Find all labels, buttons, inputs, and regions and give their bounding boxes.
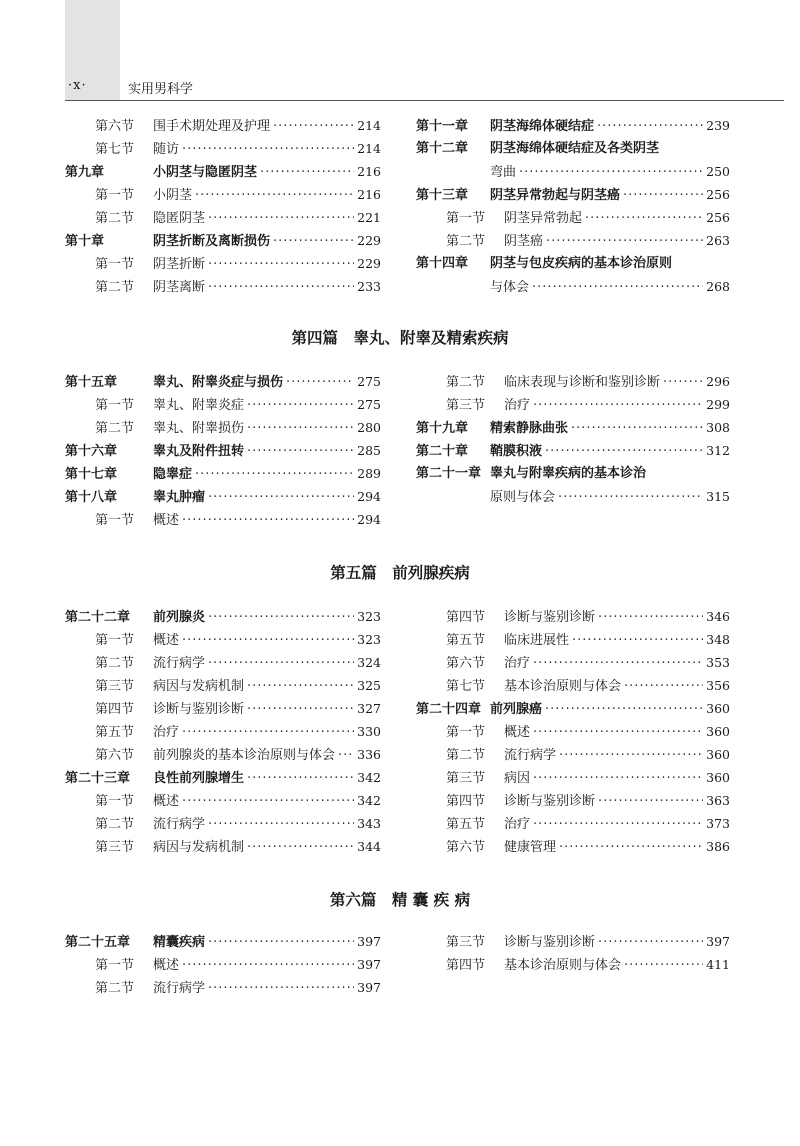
toc-section-entry[interactable] [416,229,730,252]
toc-title: 前列腺炎的基本诊治原则与体会 [153,748,336,763]
toc-entry-continuation[interactable] [416,275,730,298]
toc-number: 第七节 [446,679,486,694]
toc-page-number: 289 [357,466,381,481]
toc-title: 阴茎癌 [504,234,544,249]
toc-page-number: 373 [706,816,730,831]
toc-page-number: 342 [357,793,381,808]
toc-title: 概述 [504,725,531,740]
dot-leader [585,207,703,230]
toc-section-entry[interactable] [416,674,730,697]
toc-title: 阴茎海绵体硬结症 [490,119,595,134]
toc-chapter-entry[interactable] [65,605,381,628]
toc-page-number: 250 [706,164,730,179]
toc-title: 治疗 [153,725,180,740]
toc-page-number: 233 [357,279,381,294]
toc-number: 第五节 [95,725,135,740]
dot-leader [623,184,703,207]
toc-number: 第五节 [446,633,486,648]
dot-leader [597,115,703,138]
toc-title: 弯曲 [490,165,517,180]
toc-section-entry[interactable] [65,812,381,835]
toc-number: 第二十章 [416,444,469,459]
toc-number: 第二十二章 [65,610,131,625]
toc-title: 诊断与鉴别诊断 [153,702,245,717]
toc-number: 第十四章 [416,256,469,271]
toc-number: 第九章 [65,165,105,180]
toc-column [65,370,381,531]
toc-chapter-entry[interactable] [65,766,381,789]
dot-leader [624,954,703,977]
dot-leader [208,207,354,230]
toc-number: 第二节 [95,211,135,226]
toc-title: 良性前列腺增生 [153,771,245,786]
toc-page-number: 356 [706,678,730,693]
toc-section-entry[interactable] [65,674,381,697]
toc-column [416,930,730,976]
toc-page-number: 280 [357,420,381,435]
toc-title: 基本诊治原则与体会 [504,958,622,973]
toc-page-number: 216 [357,164,381,179]
toc-title: 概述 [153,513,180,528]
dot-leader [208,652,354,675]
toc-number: 第三节 [446,398,486,413]
toc-chapter-entry[interactable] [65,930,381,953]
toc-chapter-entry[interactable] [416,462,730,485]
toc-page-number: 323 [357,609,381,624]
toc-section-entry[interactable] [65,252,381,275]
toc-number: 第四节 [95,702,135,717]
toc-title: 流行病学 [153,981,206,996]
toc-page-number: 353 [706,655,730,670]
toc-chapter-entry[interactable] [416,416,730,439]
dot-leader [546,230,703,253]
toc-section-entry[interactable] [65,953,381,976]
toc-section-entry[interactable] [416,720,730,743]
toc-section-entry[interactable] [65,508,381,531]
toc-page-number: 327 [357,701,381,716]
toc-number: 第二节 [446,375,486,390]
toc-section-entry[interactable] [416,766,730,789]
toc-number: 第四节 [446,958,486,973]
toc-page-number: 342 [357,770,381,785]
dot-leader [208,606,354,629]
toc-number: 第一节 [95,513,135,528]
toc-section-entry[interactable] [65,114,381,137]
toc-title: 流行病学 [153,817,206,832]
toc-number: 第一节 [95,958,135,973]
dot-leader [558,486,703,509]
toc-title: 隐睾症 [153,467,193,482]
toc-title: 隐匿阴茎 [153,211,206,226]
toc-section-entry[interactable] [65,137,381,160]
dot-leader [533,652,703,675]
toc-chapter-entry[interactable] [65,439,381,462]
toc-section-entry[interactable] [65,416,381,439]
toc-number: 第十一章 [416,119,469,134]
dot-leader [533,767,703,790]
toc-number: 第二节 [95,280,135,295]
toc-page-number: 294 [357,489,381,504]
toc-page-number: 343 [357,816,381,831]
toc-title: 阴茎异常勃起 [504,211,583,226]
toc-title: 鞘膜积液 [490,444,543,459]
toc-number: 第二节 [95,981,135,996]
dot-leader [247,394,354,417]
toc-chapter-entry[interactable] [416,697,730,720]
toc-page-number: 386 [706,839,730,854]
toc-page-number: 214 [357,141,381,156]
toc-number: 第二节 [446,748,486,763]
toc-title: 睾丸肿瘤 [153,490,206,505]
toc-number: 第六节 [446,656,486,671]
toc-page-number: 221 [357,210,381,225]
dot-leader [182,721,354,744]
toc-chapter-entry[interactable] [416,114,730,137]
toc-chapter-entry[interactable] [416,439,730,462]
toc-page-number: 336 [357,747,381,762]
dot-leader [208,931,354,954]
toc-number: 第十章 [65,234,105,249]
toc-page-number: 229 [357,233,381,248]
toc-section-entry[interactable] [416,812,730,835]
toc-section-entry[interactable] [416,743,730,766]
toc-column [65,930,381,999]
toc-column [416,605,730,858]
dot-leader [208,977,354,1000]
toc-number: 第三节 [95,679,135,694]
dot-leader [571,417,703,440]
toc-title: 睾丸及附件扭转 [153,444,245,459]
toc-number: 第一节 [446,725,486,740]
toc-number: 第十七章 [65,467,118,482]
dot-leader [247,417,354,440]
toc-title: 概述 [153,794,180,809]
toc-page-number: 360 [706,724,730,739]
toc-chapter-entry[interactable] [416,137,730,160]
running-head-title: 实用男科学 [128,82,194,97]
dot-leader [545,440,703,463]
toc-page-number: 360 [706,770,730,785]
toc-page-number: 239 [706,118,730,133]
dot-leader [338,744,354,767]
toc-page-number: 348 [706,632,730,647]
toc-title: 睾丸、附睾炎症 [153,398,245,413]
toc-number: 第六节 [95,748,135,763]
toc-page-number: 275 [357,397,381,412]
toc-column [416,370,730,508]
toc-number: 第一节 [446,211,486,226]
dot-leader [247,675,354,698]
toc-page-number: 315 [706,489,730,504]
dot-leader [195,463,354,486]
dot-leader [208,253,354,276]
toc-number: 第三节 [446,771,486,786]
toc-title: 治疗 [504,398,531,413]
toc-section-entry[interactable] [65,651,381,674]
toc-section-entry[interactable] [416,930,730,953]
dot-leader [195,184,354,207]
toc-page-number: 299 [706,397,730,412]
toc-chapter-entry[interactable] [65,229,381,252]
part-heading: 第五篇 前列腺疾病 [330,564,470,582]
toc-page-number: 275 [357,374,381,389]
toc-number: 第一节 [95,633,135,648]
toc-page-number: 397 [706,934,730,949]
toc-section-entry[interactable] [416,789,730,812]
toc-title: 治疗 [504,817,531,832]
part-heading: 第四篇 睾丸、附睾及精索疾病 [291,329,509,347]
dot-leader [208,276,354,299]
toc-title: 流行病学 [504,748,557,763]
toc-page-number: 256 [706,210,730,225]
toc-title: 小阴茎与隐匿阴茎 [153,165,258,180]
toc-title: 病因与发病机制 [153,679,245,694]
toc-section-entry[interactable] [65,393,381,416]
toc-section-entry[interactable] [65,183,381,206]
toc-chapter-entry[interactable] [416,183,730,206]
toc-chapter-entry[interactable] [65,462,381,485]
toc-number: 第三节 [95,840,135,855]
dot-leader [273,115,354,138]
toc-title: 与体会 [490,280,530,295]
toc-chapter-entry[interactable] [65,485,381,508]
toc-title: 临床表现与诊断和鉴别诊断 [504,375,661,390]
toc-page-number: 411 [706,957,730,972]
header-rule [65,100,784,101]
toc-section-entry[interactable] [65,275,381,298]
toc-page-number: 323 [357,632,381,647]
toc-section-entry[interactable] [65,789,381,812]
toc-number: 第二节 [95,817,135,832]
dot-leader [182,790,354,813]
dot-leader [533,813,703,836]
toc-number: 第四节 [446,610,486,625]
toc-title: 诊断与鉴别诊断 [504,610,596,625]
toc-title: 精囊疾病 [153,935,206,950]
toc-section-entry[interactable] [65,976,381,999]
dot-leader [208,813,354,836]
toc-title: 睾丸、附睾炎症与损伤 [153,375,284,390]
dot-leader [598,606,703,629]
toc-page-number: 325 [357,678,381,693]
dot-leader [182,138,354,161]
toc-number: 第十八章 [65,490,118,505]
toc-section-entry[interactable] [416,393,730,416]
toc-column [65,605,381,858]
toc-number: 第十五章 [65,375,118,390]
toc-title: 精索静脉曲张 [490,421,569,436]
dot-leader [572,629,703,652]
toc-title: 病因 [504,771,531,786]
dot-leader [247,767,354,790]
dot-leader [559,744,703,767]
toc-title: 围手术期处理及护理 [153,119,271,134]
toc-title: 随访 [153,142,180,157]
dot-leader [559,836,703,859]
toc-number: 第五节 [446,817,486,832]
toc-entry-continuation[interactable] [416,160,730,183]
toc-number: 第二十一章 [416,466,482,481]
toc-section-entry[interactable] [416,605,730,628]
toc-page-number: 324 [357,655,381,670]
toc-page-number: 360 [706,747,730,762]
toc-section-entry[interactable] [416,206,730,229]
toc-number: 第四节 [446,794,486,809]
toc-section-entry[interactable] [65,835,381,858]
dot-leader [182,509,354,532]
toc-number: 第二节 [95,656,135,671]
toc-number: 第十九章 [416,421,469,436]
toc-title: 阴茎离断 [153,280,206,295]
toc-title: 阴茎折断及离断损伤 [153,234,271,249]
dot-leader [533,394,703,417]
dot-leader [545,698,703,721]
toc-number: 第六节 [95,119,135,134]
toc-number: 第十二章 [416,141,469,156]
toc-section-entry[interactable] [416,628,730,651]
toc-column [65,114,381,298]
toc-page-number: 397 [357,957,381,972]
toc-title: 基本诊治原则与体会 [504,679,622,694]
toc-page-number: 344 [357,839,381,854]
toc-page-number: 294 [357,512,381,527]
toc-page-number: 360 [706,701,730,716]
dot-leader [247,440,354,463]
toc-section-entry[interactable] [416,370,730,393]
dot-leader [533,721,703,744]
toc-number: 第七节 [95,142,135,157]
toc-number: 第二十四章 [416,702,482,717]
toc-page-number: 397 [357,980,381,995]
toc-number: 第一节 [95,794,135,809]
dot-leader [532,276,703,299]
dot-leader [286,371,354,394]
toc-chapter-entry[interactable] [65,370,381,393]
dot-leader [663,371,703,394]
dot-leader [598,931,703,954]
toc-number: 第一节 [95,188,135,203]
toc-chapter-entry[interactable] [416,252,730,275]
toc-title: 流行病学 [153,656,206,671]
toc-section-entry[interactable] [65,206,381,229]
toc-title: 睾丸、附睾损伤 [153,421,245,436]
toc-number: 第二十五章 [65,935,131,950]
dot-leader [182,629,354,652]
toc-title: 健康管理 [504,840,557,855]
toc-title: 阴茎折断 [153,257,206,272]
dot-leader [273,230,354,253]
toc-page-number: 346 [706,609,730,624]
toc-page-number: 216 [357,187,381,202]
toc-title: 阴茎异常勃起与阴茎癌 [490,188,621,203]
toc-page-number: 256 [706,187,730,202]
part-heading: 第六篇 精 囊 疾 病 [329,891,471,909]
toc-title: 原则与体会 [490,490,556,505]
toc-title: 睾丸与附睾疾病的基本诊治 [490,466,647,481]
toc-title: 阴茎海绵体硬结症及各类阴茎 [490,141,660,156]
toc-page-number: 397 [357,934,381,949]
toc-page-number: 268 [706,279,730,294]
toc-title: 病因与发病机制 [153,840,245,855]
toc-title: 概述 [153,633,180,648]
toc-number: 第一节 [95,398,135,413]
toc-section-entry[interactable] [65,697,381,720]
dot-leader [598,790,703,813]
toc-section-entry[interactable] [65,628,381,651]
toc-title: 前列腺炎 [153,610,206,625]
toc-page-number: 308 [706,420,730,435]
toc-number: 第十三章 [416,188,469,203]
toc-title: 小阴茎 [153,188,193,203]
toc-page-number: 330 [357,724,381,739]
dot-leader [247,836,354,859]
dot-leader [519,161,703,184]
toc-entry-continuation[interactable] [416,485,730,508]
toc-number: 第一节 [95,257,135,272]
toc-title: 前列腺癌 [490,702,543,717]
toc-title: 诊断与鉴别诊断 [504,935,596,950]
toc-page-number: 214 [357,118,381,133]
dot-leader [247,698,354,721]
dot-leader [182,954,354,977]
page-number-label: ·x· [68,78,87,93]
toc-page-number: 363 [706,793,730,808]
toc-page-number: 296 [706,374,730,389]
toc-column [416,114,730,298]
toc-number: 第六节 [446,840,486,855]
toc-section-entry[interactable] [65,743,381,766]
toc-title: 诊断与鉴别诊断 [504,794,596,809]
toc-title: 治疗 [504,656,531,671]
toc-page-number: 312 [706,443,730,458]
toc-number: 第十六章 [65,444,118,459]
dot-leader [260,161,354,184]
toc-title: 阴茎与包皮疾病的基本诊治原则 [490,256,673,271]
toc-title: 临床进展性 [504,633,570,648]
dot-leader [208,486,354,509]
toc-page-number: 263 [706,233,730,248]
toc-section-entry[interactable] [65,720,381,743]
toc-number: 第三节 [446,935,486,950]
toc-number: 第二节 [446,234,486,249]
toc-chapter-entry[interactable] [65,160,381,183]
toc-number: 第二节 [95,421,135,436]
toc-title: 概述 [153,958,180,973]
toc-section-entry[interactable] [416,835,730,858]
dot-leader [624,675,703,698]
toc-page-number: 285 [357,443,381,458]
toc-number: 第二十三章 [65,771,131,786]
toc-page-number: 229 [357,256,381,271]
toc-section-entry[interactable] [416,953,730,976]
toc-section-entry[interactable] [416,651,730,674]
